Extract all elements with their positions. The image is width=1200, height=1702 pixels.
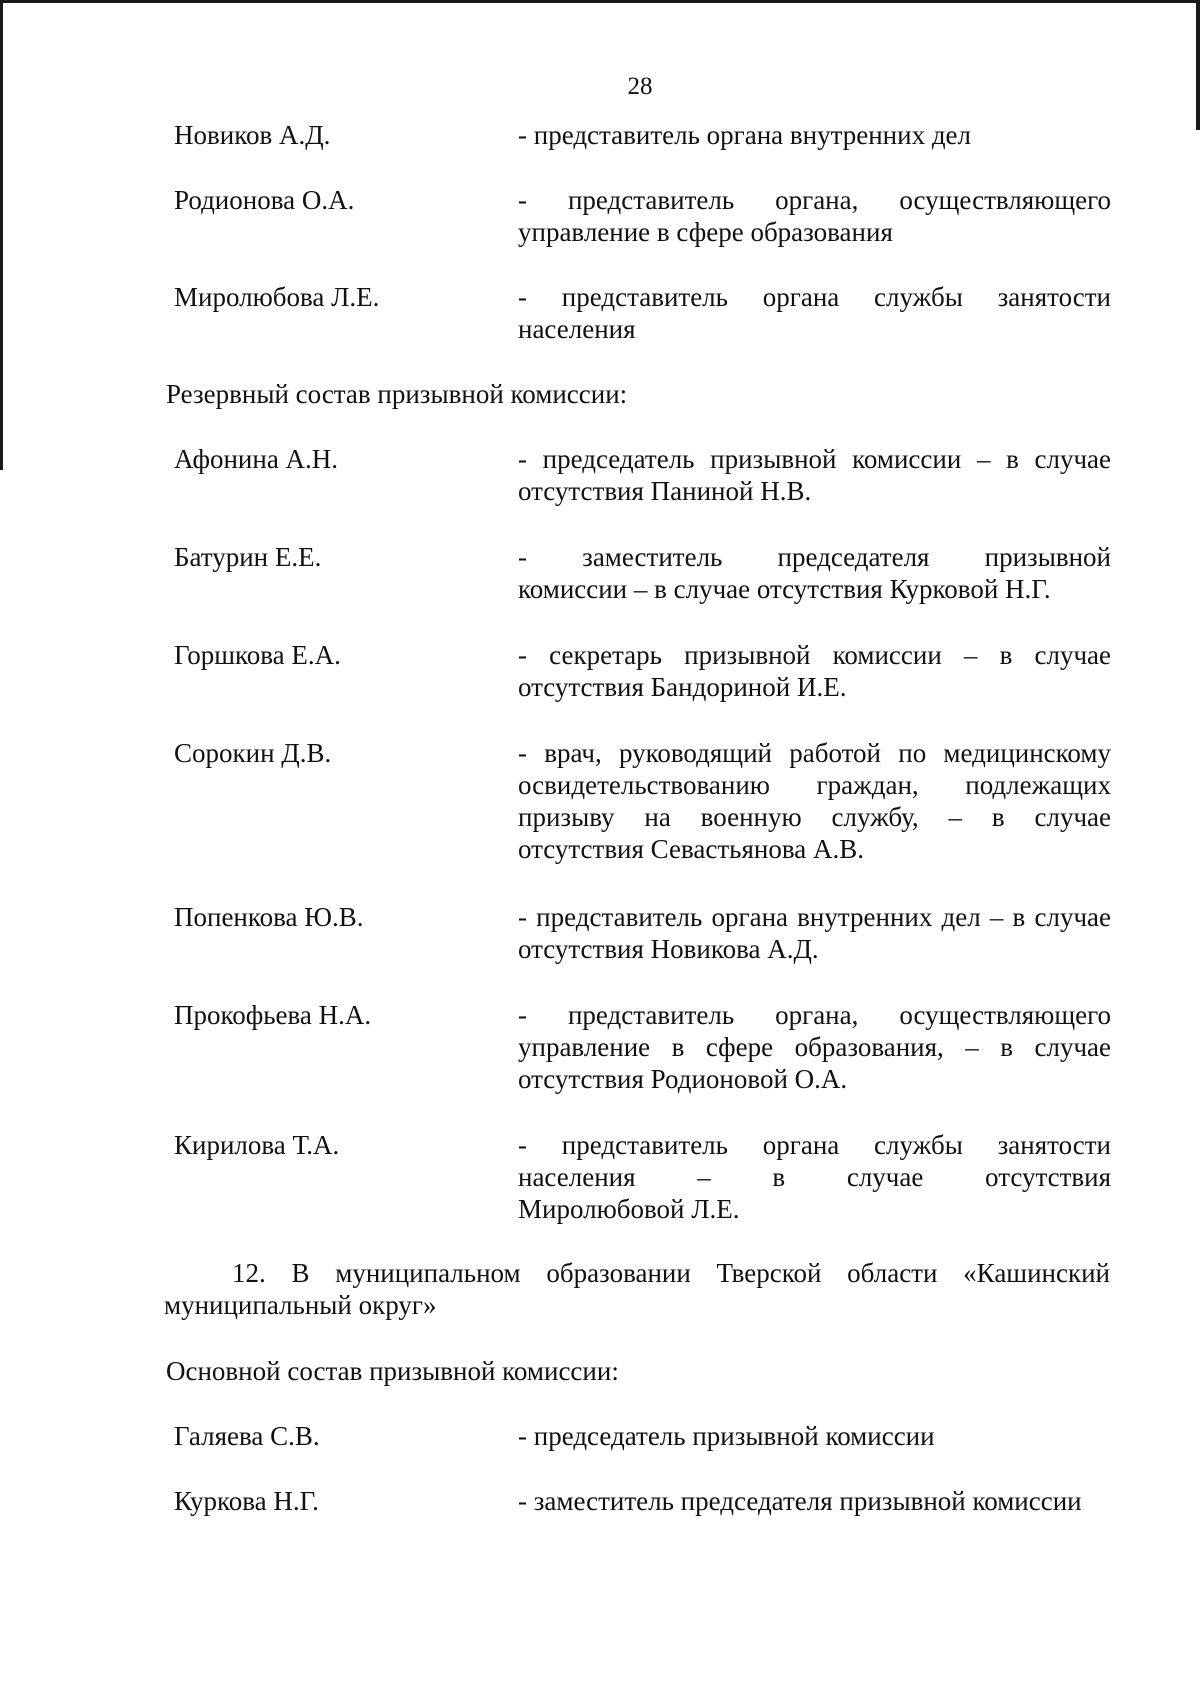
member-name: Родионова О.А. xyxy=(174,185,355,215)
member-role xyxy=(518,281,1111,345)
member-role xyxy=(518,1485,1111,1517)
role-line: - председатель призывной комиссии xyxy=(518,1421,935,1451)
section-12-line1: 12. В муниципальном образовании Тверской области «Кашинский xyxy=(232,1258,1110,1288)
member-role xyxy=(518,901,1111,965)
member-role xyxy=(518,737,1111,865)
member-role xyxy=(518,119,1111,151)
role-line: отсутствия Паниной Н.В. xyxy=(518,476,812,506)
page-number: 28 xyxy=(627,73,653,100)
role-line: - врач, руководящий работой по медицинскому xyxy=(518,738,1111,768)
role-line: Миролюбовой Л.Е. xyxy=(518,1194,740,1224)
role-line: - представитель органа службы занятости xyxy=(518,282,1111,312)
role-line: - представитель органа, осуществляющего xyxy=(518,1000,1111,1030)
member-name: Миролюбова Л.Е. xyxy=(174,282,380,312)
role-line: - заместитель председателя призывной комиссии xyxy=(518,1486,1082,1516)
member-name: Куркова Н.Г. xyxy=(174,1486,319,1516)
member-name: Прокофьева Н.А. xyxy=(174,1000,372,1030)
scan-edge-left xyxy=(0,0,3,470)
section-12-paragraph xyxy=(164,1257,1110,1321)
member-role xyxy=(518,1129,1111,1225)
member-role xyxy=(518,541,1111,605)
role-line: населения xyxy=(518,314,636,344)
role-line: населения – в случае отсутствия xyxy=(518,1162,1111,1192)
role-line: - представитель органа службы занятости xyxy=(518,1130,1111,1160)
member-role xyxy=(518,1420,1111,1452)
role-line: - представитель органа, осуществляющего xyxy=(518,185,1111,215)
role-line: отсутствия Севастьянова А.В. xyxy=(518,834,864,864)
member-role xyxy=(518,443,1111,507)
role-line: - представитель органа внутренних дел xyxy=(518,120,972,150)
member-role xyxy=(518,999,1111,1095)
member-name: Галяева С.В. xyxy=(174,1421,320,1451)
member-name: Кирилова Т.А. xyxy=(174,1130,340,1160)
member-role xyxy=(518,639,1111,703)
scan-edge-right xyxy=(1196,0,1200,130)
role-line: освидетельствованию граждан, подлежащих xyxy=(518,770,1111,800)
role-line: - секретарь призывной комиссии – в случае xyxy=(518,640,1111,670)
member-name: Батурин Е.Е. xyxy=(174,542,322,572)
role-line: отсутствия Родионовой О.А. xyxy=(518,1064,848,1094)
role-line: отсутствия Новикова А.Д. xyxy=(518,934,819,964)
member-name: Попенкова Ю.В. xyxy=(174,902,364,932)
scan-edge-top xyxy=(0,0,1200,3)
section-12-line2: муниципальный округ» xyxy=(164,1290,437,1320)
member-role xyxy=(518,184,1111,248)
role-line: отсутствия Бандориной И.Е. xyxy=(518,672,847,702)
role-line: - заместитель председателя призывной xyxy=(518,542,1111,572)
member-name: Афонина А.Н. xyxy=(174,444,339,474)
main-heading: Основной состав призывной комиссии: xyxy=(166,1356,619,1386)
role-line: - представитель органа внутренних дел – в случае xyxy=(518,902,1111,932)
member-name: Горшкова Е.А. xyxy=(174,640,341,670)
role-line: комиссии – в случае отсутствия Курковой Н.Г. xyxy=(518,574,1051,604)
role-line: управление в сфере образования xyxy=(518,217,893,247)
role-line: призыву на военную службу, – в случае xyxy=(518,802,1111,832)
member-name: Новиков А.Д. xyxy=(174,120,331,150)
reserve-heading: Резервный состав призывной комиссии: xyxy=(166,379,628,409)
member-name: Сорокин Д.В. xyxy=(174,738,332,768)
role-line: управление в сфере образования, – в случае xyxy=(518,1032,1111,1062)
role-line: - председатель призывной комиссии – в случае xyxy=(518,444,1111,474)
